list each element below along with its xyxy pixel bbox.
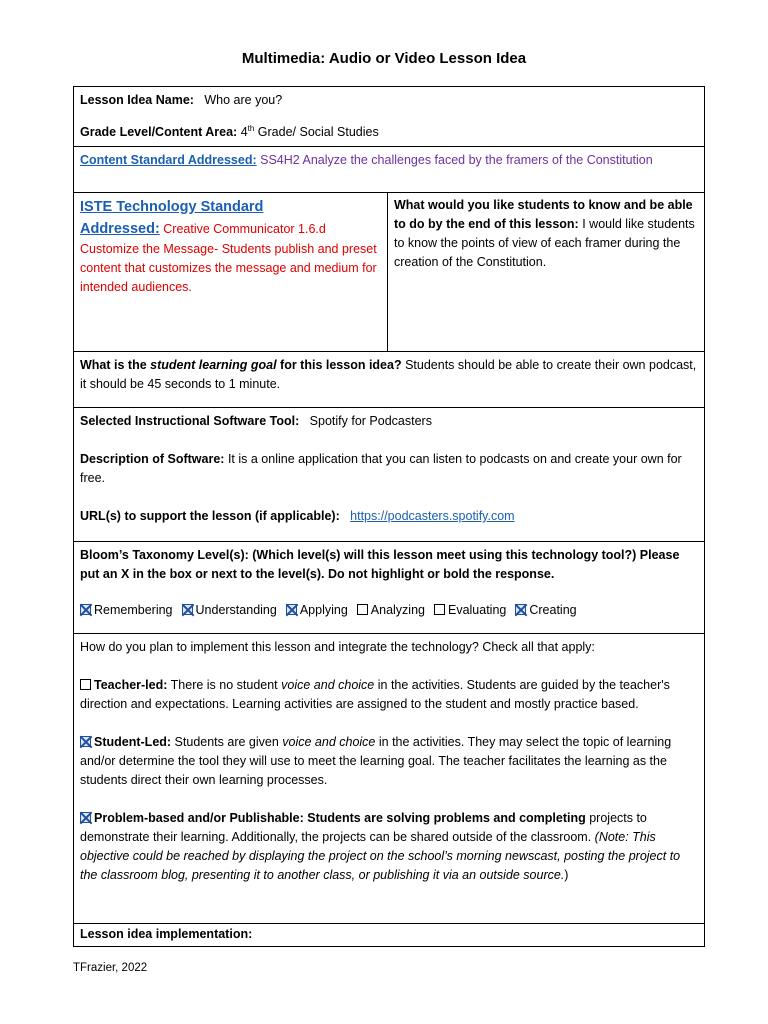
remembering-checkbox[interactable] [80,604,91,615]
url-link[interactable]: https://podcasters.spotify.com [350,509,515,523]
problem-based-note: (Note: This objective could be reached by displaying the project on the school’s morning newscast, posting the project to the classroom blog, presenting it to another class, or publishing it via an outside source. [80,830,681,882]
student-led-checkbox[interactable] [80,736,91,747]
bloom-analyzing[interactable]: Analyzing [357,601,425,620]
bloom-remembering[interactable]: Remembering [80,601,173,620]
content-standard-value[interactable]: SS4H2 Analyze the challenges faced by the framers of the Constitution [260,153,653,167]
bloom-creating[interactable]: Creating [515,601,576,620]
iste-cell [74,193,388,351]
teacher-led-checkbox[interactable] [80,679,91,690]
bloom-question: Bloom’s Taxonomy Level(s): (Which level(s) will this lesson meet using this technology tool?) Please put an X in the box or next to the level(s). Do not highlight or bold the response. [80,548,680,581]
analyzing-checkbox[interactable] [357,604,368,615]
page-title: Multimedia: Audio or Video Lesson Idea [241,50,527,67]
lesson-name-label: Lesson Idea Name: [80,93,194,107]
student-led-label: Student-Led: [94,735,172,749]
teacher-led-label: Teacher-led: [94,678,168,692]
evaluating-checkbox[interactable] [434,604,445,615]
problem-based-option: Problem-based and/or Publishable: Students are solving problems and completing projects to demonstrate their learning. Additionally, the projects can be shared outside of the classroom. (Note: This objective could be reached by displaying the project on the school’s morning newscast, posting the project to the classroom blog, presenting it to another class, or publishing it via an outside source.) [80,811,681,882]
bloom-understanding[interactable]: Understanding [182,601,277,620]
software-desc-value[interactable]: It is a online application that you can listen to podcasts on and create your own for free. [80,452,682,485]
lesson-implementation-label: Lesson idea implementation: [80,927,253,941]
iste-description[interactable]: Customize the Message- Students publish and preset content that customizes the message and medium for intended audiences. [80,242,377,294]
standards-row [74,193,704,352]
bloom-row [74,542,704,634]
iste-heading: ISTE Technology Standard [80,199,264,215]
know-do-question: What would you like students to know and be able to do by the end of this lesson: [394,198,693,231]
lesson-implementation-row [74,924,704,946]
bloom-applying[interactable]: Applying [286,601,348,620]
goal-answer[interactable]: Students should be able to create their own podcast, it should be 45 seconds to 1 minute. [80,358,697,391]
creating-checkbox[interactable] [515,604,526,615]
bloom-levels [80,601,698,620]
grade-value[interactable]: 4th Grade/ Social Studies [240,124,379,140]
lesson-info-row [74,87,704,147]
understanding-checkbox[interactable] [182,604,193,615]
grade-label: Grade Level/Content Area: [80,125,238,140]
footer-author: TFrazier, 2022 [73,962,148,974]
bloom-evaluating[interactable]: Evaluating [434,601,506,620]
software-desc-label: Description of Software: [80,452,225,466]
iste-standard[interactable]: Creative Communicator 1.6.d [163,222,326,236]
implementation-question: How do you plan to implement this lesson and integrate the technology? Check all that apply: [80,640,595,654]
lesson-name-value[interactable]: Who are you? [204,93,283,107]
know-do-answer[interactable]: I would like students to know the points of view of each framer during the creation of the Constitution. [394,217,695,269]
goal-question: What is the student learning goal for this lesson idea? [80,358,402,372]
problem-based-label: Problem-based and/or Publishable: Students are solving problems and completing [94,811,586,825]
software-row [74,408,704,542]
know-do-cell [388,193,704,351]
teacher-led-option: Teacher-led: There is no student voice and choice in the activities. Students are guided by the teacher's direction and expectations. Learning activities are assigned to the student and mostly practice based. [80,678,670,711]
software-tool-label: Selected Instructional Software Tool: [80,414,300,428]
iste-addressed-label: Addressed: [80,221,160,237]
student-led-option: Student-Led: Students are given voice and choice in the activities. They may select the topic of learning and/or determine the tool they will use to meet the learning goal. The teacher facilitates the learning as the students direct their own learning processes. [80,735,672,787]
goal-row [74,352,704,408]
problem-based-checkbox[interactable] [80,812,91,823]
implementation-row [74,634,704,924]
url-label: URL(s) to support the lesson (if applicable): [80,509,340,523]
content-standard-row [74,147,704,193]
software-tool-value[interactable]: Spotify for Podcasters [309,414,432,428]
lesson-plan-table [73,86,705,947]
applying-checkbox[interactable] [286,604,297,615]
content-standard-label: Content Standard Addressed: [80,153,257,167]
